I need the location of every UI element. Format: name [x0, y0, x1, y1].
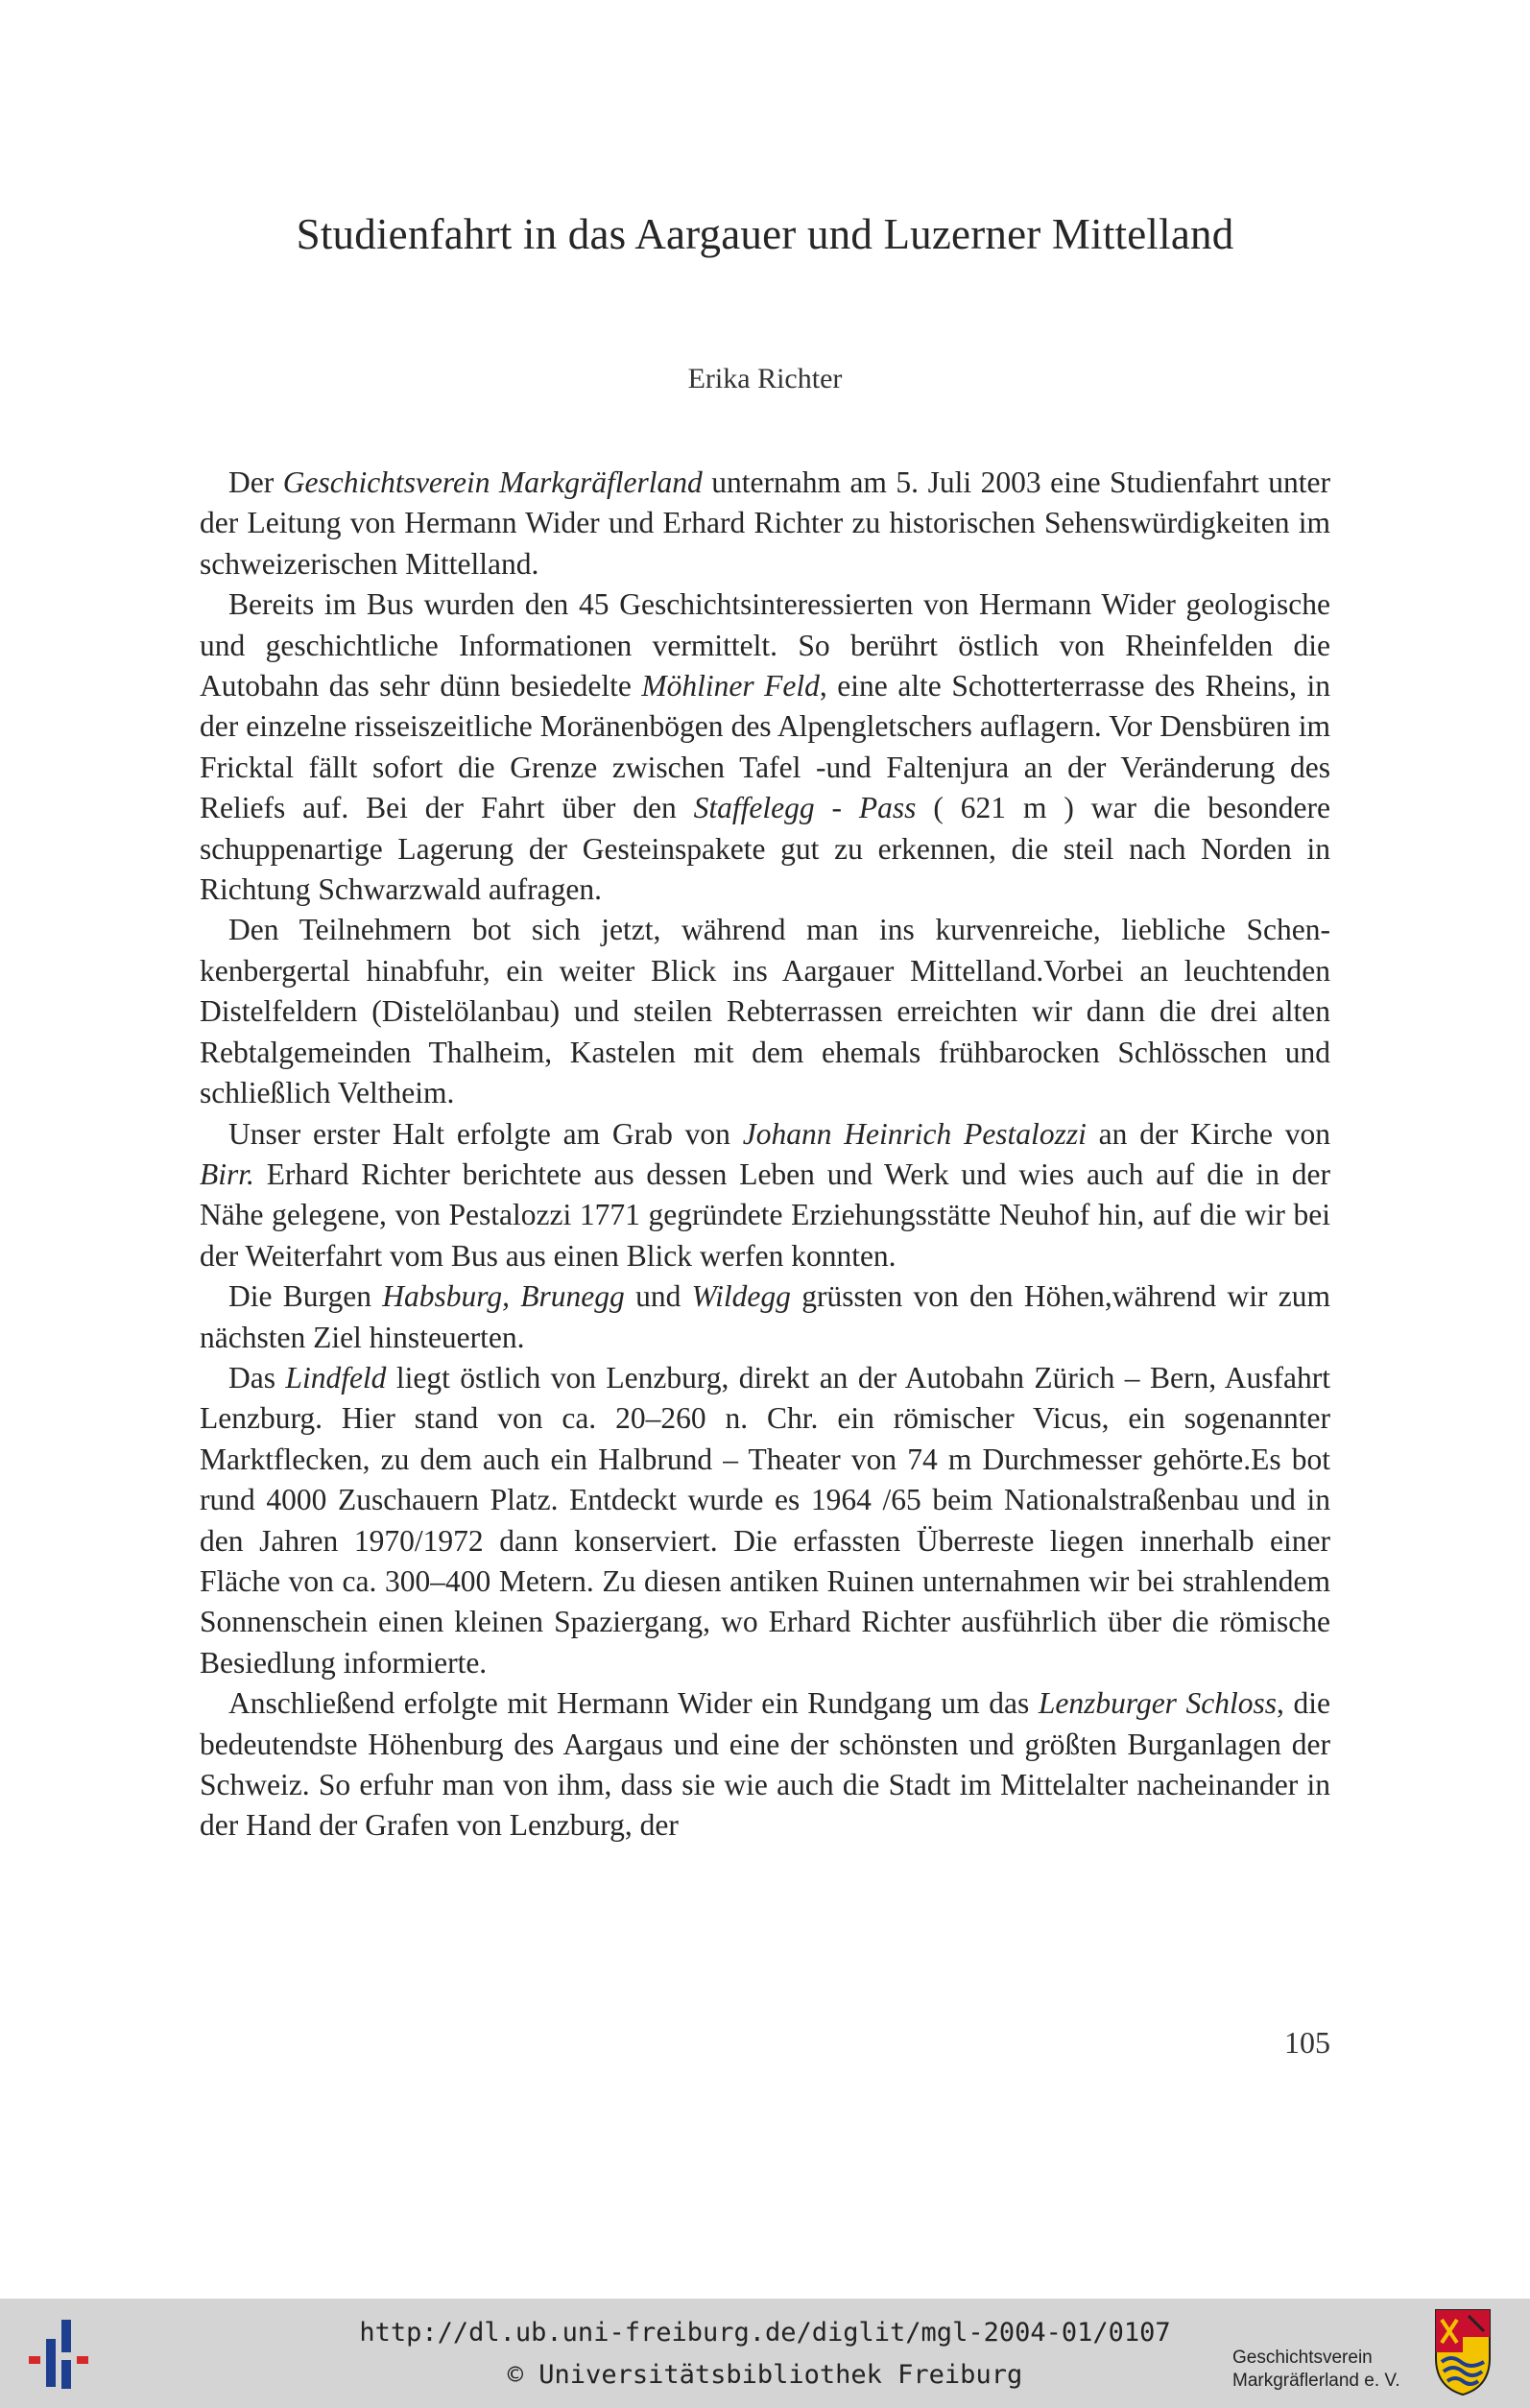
italic-run: Staffelegg - Pass	[693, 791, 917, 825]
copyright-notice: © Universitätsbibliothek Freiburg	[507, 2360, 1023, 2390]
text-run: Anschließend erfolgte mit Hermann Wider ein Rundgang um das	[228, 1686, 1039, 1721]
permalink-url[interactable]: http://dl.ub.uni-freiburg.de/diglit/mgl-2004-01/0107	[359, 2318, 1171, 2348]
viewer-footer	[0, 2299, 1530, 2408]
text-run: ( 621 m ) war die besondere schuppenartige Lagerung der Gesteinspakete gut zu erkennen, die steil nach Norden in Richtung Schwarzwald aufragen.	[200, 791, 1330, 907]
society-name	[1232, 2347, 1424, 2393]
paragraph	[200, 1114, 1330, 1277]
text-run: Die Burgen	[228, 1279, 383, 1314]
page-title: Studienfahrt in das Aargauer und Luzerner Mittelland	[296, 210, 1234, 258]
paragraph	[200, 1358, 1330, 1683]
society-line-2: Markgräflerland e. V.	[1232, 2371, 1400, 2391]
paragraph	[200, 910, 1330, 1113]
italic-run: Johann Heinrich Pestalozzi	[742, 1116, 1087, 1151]
text-run: , eine alte Schotterterrasse des Rheins, in der einzelne risseiszeitliche Moränenbögen des Alpengletschers auflagern. Vor Densbüren im Fricktal fällt sofort die Grenze zwischen Tafel -und Faltenjura an der Veränderung des Reliefs auf. Bei der Fahrt über den	[200, 669, 1331, 825]
italic-run: Wildegg	[691, 1279, 791, 1314]
paragraph	[200, 463, 1330, 584]
text-run: liegt östlich von Lenzburg, direkt an der Autobahn Zürich – Bern, Ausfahrt Lenzburg. Hier stand von ca. 20–260 n. Chr. ein römischer Vicus, ein sogenannter Marktflecken, zu dem auch ein Halbrund – Theater von 74 m Durchmesser gehörte.Es bot rund 4000 Zuschauern Platz. Entdeckt wurde es 1964 /65 beim Nationalstraßenbau und in den Jahren 1970/1972 dann konserviert. Die erfassten Überreste liegen innerhalb einer Fläche von ca. 300–400 Metern. Zu diesen antiken Ruinen unternahmen wir bei strahlendem Sonnenschein einen kleinen Spaziergang, wo Erhard Richter ausführlich über die römische Besiedlung informierte.	[200, 1360, 1330, 1680]
italic-run: Lenzburger Schloss	[1038, 1686, 1278, 1721]
article-body	[200, 463, 1330, 1847]
italic-run: Geschichtsverein Markgräflerland	[282, 465, 703, 499]
italic-run: Lindfeld	[285, 1360, 387, 1395]
text-run: Bereits im Bus wurden den 45 Geschichtsinteressierten von Hermann Wider geologische und geschichtliche Informationen vermittelt. So berührt östlich von Rheinfelden die Autobahn das sehr dünn besiedelte	[200, 587, 1330, 703]
text-run: Das	[228, 1360, 286, 1395]
page-number: 105	[1284, 2025, 1330, 2060]
text-run: Unser erster Halt erfolgte am Grab von	[228, 1116, 743, 1151]
paragraph	[200, 584, 1330, 910]
author-name: Erika Richter	[687, 363, 843, 394]
text-run: grüssten von den Höhen,während wir zum nächsten Ziel hinsteuerten.	[200, 1279, 1331, 1354]
italic-run: Habsburg, Brunegg	[382, 1279, 625, 1314]
society-line-1: Geschichtsverein	[1232, 2348, 1373, 2368]
text-run: unternahm am 5. Juli 2003 eine Studienfahrt unter der Leitung von Hermann Wider und Erhard Richter zu historischen Sehenswürdigkeiten im schweizerischen Mittelland.	[200, 465, 1330, 581]
text-run: , die bedeutendste Höhenburg des Aargaus und eine der schönsten und größten Burganlagen der Schweiz. So erfuhr man von ihm, dass sie wie auch die Stadt im Mittelalter nacheinander in der Hand der Grafen von Lenzburg, der	[200, 1686, 1330, 1843]
coat-of-arms-icon[interactable]	[1434, 2308, 1492, 2396]
paragraph	[200, 1683, 1330, 1847]
text-run: Den Teilnehmern bot sich jetzt, während man ins kurvenreiche, liebliche Schenkenbergertal hinabfuhr, ein weiter Blick ins Aargauer Mittelland.Vorbei an leuchtenden Distelfeldern (Distelölanbau) und steilen Rebterrassen erreichten wir dann die drei alten Rebtalgemeinden Thalheim, Kastelen mit dem ehemals frühbarocken Schlösschen und schließlich Veltheim.	[200, 913, 1330, 1110]
text-run: und	[624, 1279, 692, 1314]
paragraph	[200, 1276, 1330, 1358]
italic-run: Möhliner Feld	[641, 669, 820, 703]
text-run: an der Kirche von	[1086, 1116, 1330, 1151]
italic-run: Birr.	[200, 1156, 254, 1191]
text-run: Erhard Richter berichtete aus dessen Leben und Werk und wies auch auf die in der Nähe gelegene, von Pestalozzi 1771 gegründete Erziehungsstätte Neuhof hin, auf die wir bei der Weiterfahrt vom Bus aus einen Blick werfen konnten.	[200, 1156, 1330, 1273]
text-run: Der	[228, 465, 283, 499]
